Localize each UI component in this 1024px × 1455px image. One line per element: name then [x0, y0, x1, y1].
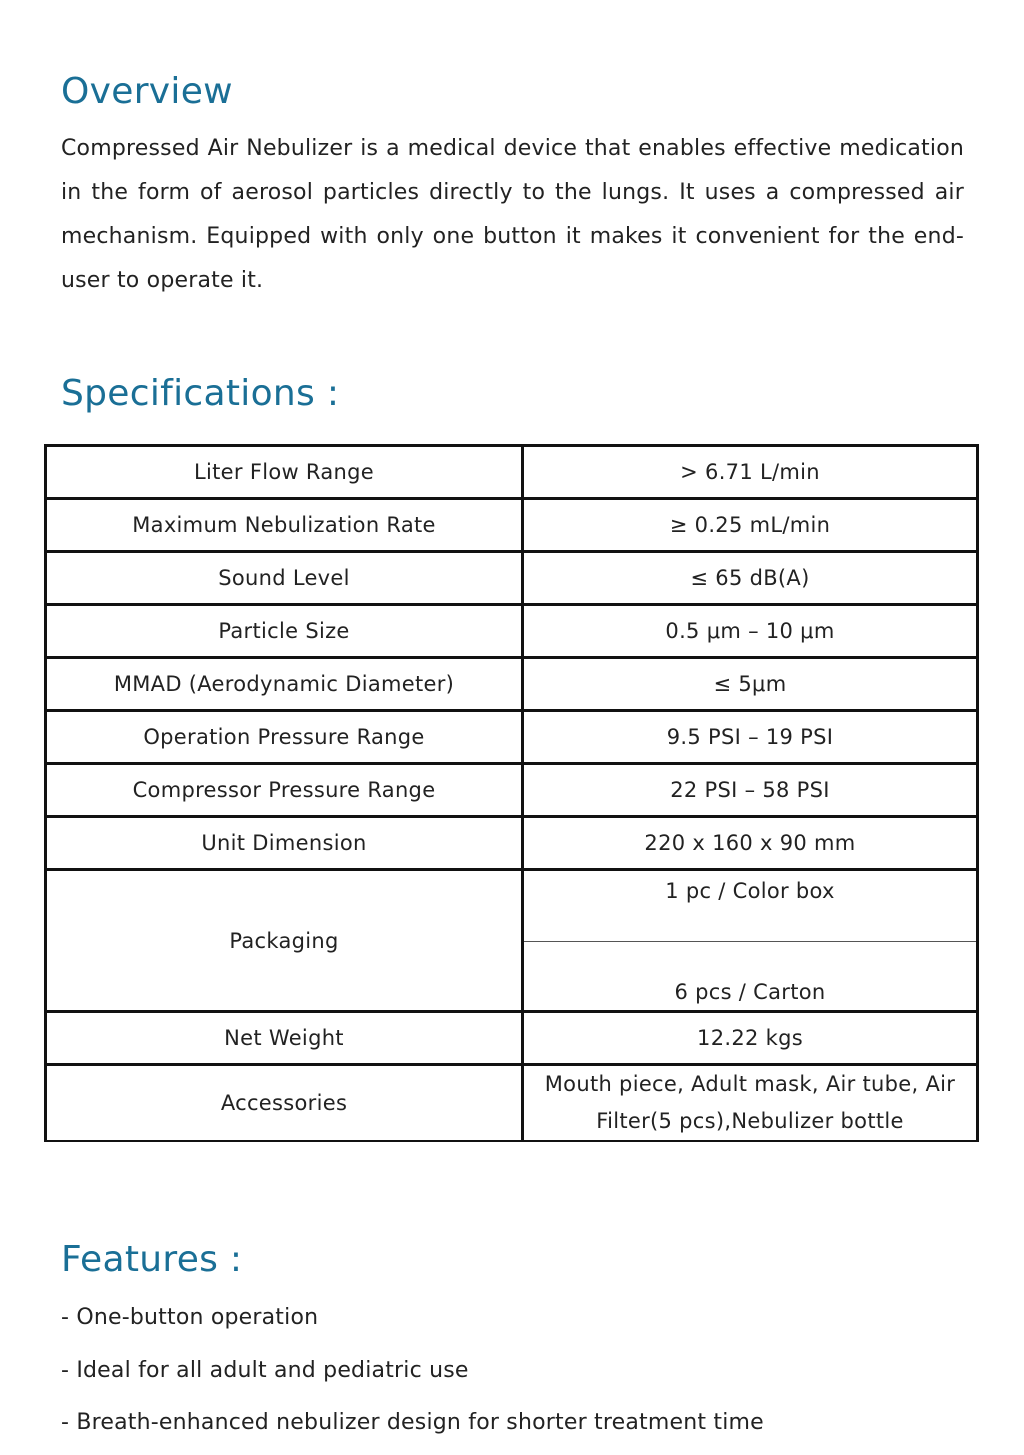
spec-row-nebulization-rate — [46, 499, 978, 552]
spec-label: Particle Size — [46, 605, 523, 658]
overview-paragraph: Compressed Air Nebulizer is a medical device that enables effective medication in the form of aerosol particles directly to the lungs. It uses a compressed air mechanism. Equipped with only one button it makes it convenient for the end-user to operate it. — [61, 136, 964, 293]
accessories-line-1: Mouth piece, Adult mask, Air tube, Air — [544, 1072, 956, 1096]
spec-value: 9.5 PSI – 19 PSI — [523, 711, 978, 764]
features-list — [61, 1297, 764, 1455]
spec-value: > 6.71 L/min — [523, 446, 978, 499]
spec-value-packaging-box: 1 pc / Color box — [523, 870, 978, 942]
spec-label: Unit Dimension — [46, 817, 523, 870]
spec-label: Operation Pressure Range — [46, 711, 523, 764]
spec-row-sound-level — [46, 552, 978, 605]
spec-value: 12.22 kgs — [523, 1012, 978, 1065]
spec-row-packaging — [46, 870, 978, 942]
spec-row-compressor-pressure — [46, 764, 978, 817]
spec-row-operation-pressure — [46, 711, 978, 764]
accessories-line-2: Filter(5 pcs),Nebulizer bottle — [596, 1109, 904, 1133]
spec-row-unit-dimension — [46, 817, 978, 870]
spec-row-mmad — [46, 658, 978, 711]
spec-row-particle-size — [46, 605, 978, 658]
overview-heading: Overview — [61, 71, 233, 112]
spec-value: 22 PSI – 58 PSI — [523, 764, 978, 817]
spec-value: 0.5 μm – 10 μm — [523, 605, 978, 658]
spec-label: Packaging — [46, 870, 523, 1012]
feature-item: - Breath-enhanced nebulizer design for shorter treatment time — [61, 1410, 764, 1435]
spec-label: Maximum Nebulization Rate — [46, 499, 523, 552]
spec-label: Compressor Pressure Range — [46, 764, 523, 817]
feature-item: - One-button operation — [61, 1305, 319, 1330]
spec-label: Accessories — [46, 1065, 523, 1142]
spec-label: Net Weight — [46, 1012, 523, 1065]
spec-label: Sound Level — [46, 552, 523, 605]
feature-item: - Ideal for all adult and pediatric use — [61, 1357, 469, 1383]
spec-value: ≤ 65 dB(A) — [523, 552, 978, 605]
specifications-table — [44, 444, 979, 1142]
spec-label: MMAD (Aerodynamic Diameter) — [46, 658, 523, 711]
specifications-heading: Specifications : — [61, 373, 340, 414]
spec-value: ≥ 0.25 mL/min — [523, 499, 978, 552]
spec-row-accessories — [46, 1065, 978, 1142]
spec-label: Liter Flow Range — [46, 446, 523, 499]
spec-row-net-weight — [46, 1012, 978, 1065]
spec-value: 220 x 160 x 90 mm — [523, 817, 978, 870]
features-heading: Features : — [61, 1239, 243, 1280]
spec-value: ≤ 5μm — [523, 658, 978, 711]
spec-row-liter-flow — [46, 446, 978, 499]
spec-value-accessories — [523, 1065, 978, 1142]
spec-value-packaging-carton: 6 pcs / Carton — [523, 942, 978, 1012]
